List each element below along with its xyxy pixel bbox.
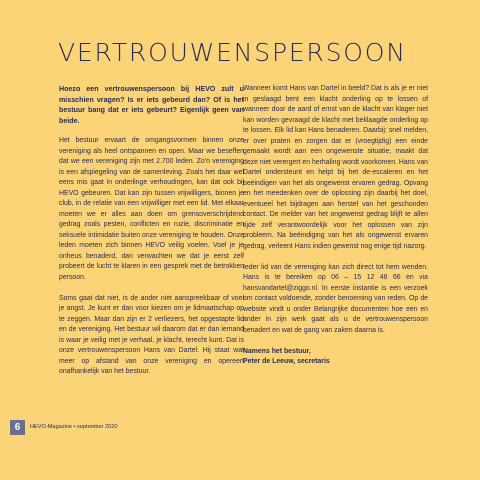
- body-paragraph: Ieder lid van de vereniging kan zich direct tot hem wenden. Hans is te bereiken op 06 – 15 12 48 66 en via hansvandartel@ziggo.nl. In eerste instantie is een verzoek om contact voldoende, zonder benoeming van reden. Op de website vindt u onder Belangrijke documenten hoe een en ander in zijn werk gaat als u de vertrouwenspersoon benadert en wat de gang van zaken daarna is.: [243, 263, 428, 334]
- footer-text: HEVO-Magazine • september 2020: [30, 424, 118, 430]
- left-column: [59, 84, 244, 388]
- page-number: 6: [10, 420, 25, 435]
- body-paragraph: Het bestuur ervaart de omgangsvormen binnen onze vereniging als heel ontspannen en open. Maar we beseffen dat we een vereniging zijn met 2.700 leden. Zo'n vereniging is een afspiegeling van de samenleving. Zoals het daar wel eens mis gaat in onderlinge verhoudingen, kan dat ook bij HEVO gebeuren. Dat kan zijn tussen vrijwilligers, binnen je club, in de relatie van een vrijwilliger met een lid. Met elkaar moeten we er alles aan doen om grensoverschrijdend gedrag zoals pesten, conflicten en ruzie, discriminatie en seksuele intimidatie buiten onze vereniging te houden. Onze leden moeten zich binnen HEVO veilig voelen. Voel je je onheus benaderd, dan verwachten we dat je eerst zelf probeert de lucht te klaren in een gesprek met de betrokken persoon.: [59, 137, 244, 281]
- signature-line: Namens het bestuur,: [243, 347, 311, 355]
- body-paragraph: Wanneer komt Hans van Dartel in beeld? Dat is als je er niet in geslaagd bent een klacht onderling op te lossen of wanneer door de aard of ernst van de klacht van klager niet kan worden gevraagd de klacht met beklaagde onderling op te lossen. Elk lid kan Hans benaderen. Daarbij: snel melden, er over praten en zorgen dat er (vroegtijdig) een einde gemaakt wordt aan een ongewenste situatie, maakt dat deze niet verergert en herhaling wordt voorkomen. Hans van Dartel ondersteunt en helpt bij het de-escaleren en het beëindigen van het als ongewenst ervaren gedrag. Opvang en het meedenken over de oplossing zijn daarbij het doel, eventueel het bijdragen aan herstel van het geschonden contact. De melder van het ongewenst gedrag blijft te allen tijde zelf verantwoordelijk voor het oplossen van zijn probleem. Na beëindiging van het als ongewenst ervaren gedrag, verleent Hans indien gewenst nog enige tijd nazorg.: [243, 85, 429, 250]
- signature-line: Peter de Leeuw, secretaris: [243, 358, 330, 365]
- right-column: [243, 84, 428, 378]
- lead-paragraph: Hoezo een vertrouwenspersoon bij HEVO zult u misschien vragen? Is er iets gebeurd dan? Of is het bestuur bang dat er iets gebeurt? Eigenlijk geen van beide.: [59, 85, 244, 125]
- signature: [243, 347, 428, 368]
- body-paragraph: Soms gaat dat niet, is de ander niet aanspreekbaar of voel je angst. Je kunt er dan voor kiezen om je lidmaatschap op te zeggen. Maar dan zijn er 2 verliezers, het opgestapte lid en de vereniging. Het bestuur wil daarom dat er dan iemand is waar je veilig met je verhaal, je klacht, terecht kunt. Dat is onze vertrouwenspersoon Hans van Dartel. Hij staat wat meer op afstand van onze vereniging en opereert onafhankelijk van het bestuur.: [59, 294, 244, 375]
- page-title: VERTROUWENSPERSOON: [58, 38, 407, 67]
